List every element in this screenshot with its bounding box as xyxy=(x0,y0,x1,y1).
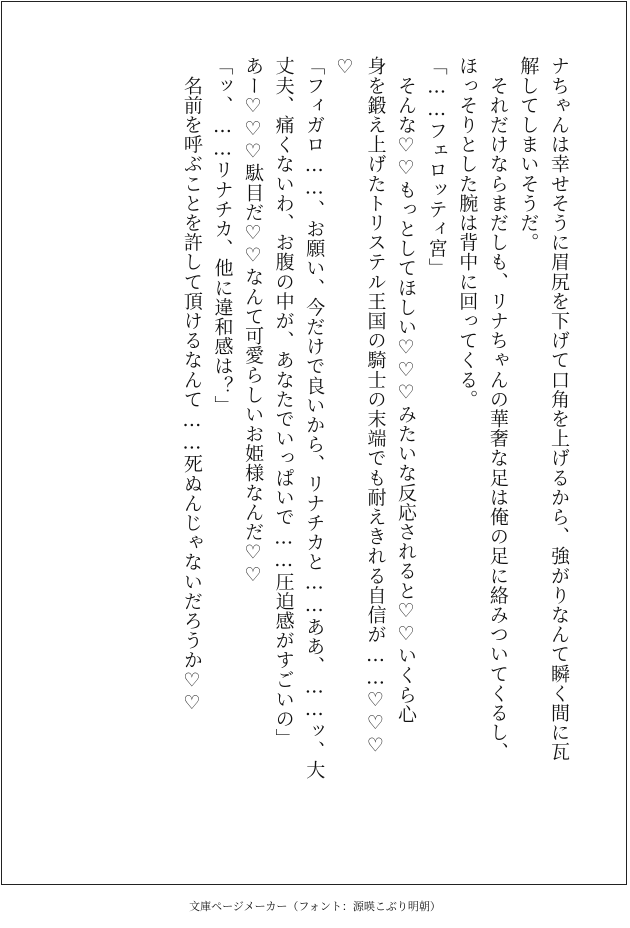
text-line: 「フィガロ……、お願い、今だけで良いから、リナチカと……ああ、……ッ、大 xyxy=(303,56,326,780)
text-line: ほっそりとした腕は背中に回ってくる。 xyxy=(456,56,479,409)
text-line: 身を鍛え上げたトリステル王国の騎士の末端でも耐えきれる自信が……♡♡♡ xyxy=(364,56,387,757)
footer-credit: 文庫ページメーカー（フォント：源暎こぶり明朝） xyxy=(189,900,441,913)
text-line: 丈夫、痛くないわ、お腹の中が、あなたでいっぱいで……圧迫感がすごいの」 xyxy=(272,56,295,748)
vertical-text-body xyxy=(176,56,574,846)
text-line: 「ッ、……リナチカ、他に違和感は？」 xyxy=(211,56,234,415)
book-page xyxy=(1,1,627,885)
text-line: あー♡♡♡駄目だ♡♡なんて可愛らしいお姫様なんだ♡♡ xyxy=(242,56,265,587)
text-line: 名前を呼ぶことを許して頂けるなんて……死ぬんじゃないだろうか♡♡ xyxy=(180,56,203,715)
text-line: 解してしまいそうだ。 xyxy=(517,56,540,252)
text-line: それだけならまだしも、リナちゃんの華奢な足は俺の足に絡みついてくるし、 xyxy=(486,56,509,762)
text-line: そんな♡♡もっとしてほしい♡♡♡みたいな反応されると♡♡いくら心 xyxy=(395,56,418,724)
text-line: 「……フェロッティ宮」 xyxy=(425,56,448,278)
text-line: ナちゃんは幸せそうに眉尻を下げて口角を上げるから、強がりなんて瞬く間に瓦 xyxy=(548,56,570,762)
text-line: ♡ xyxy=(333,56,356,79)
